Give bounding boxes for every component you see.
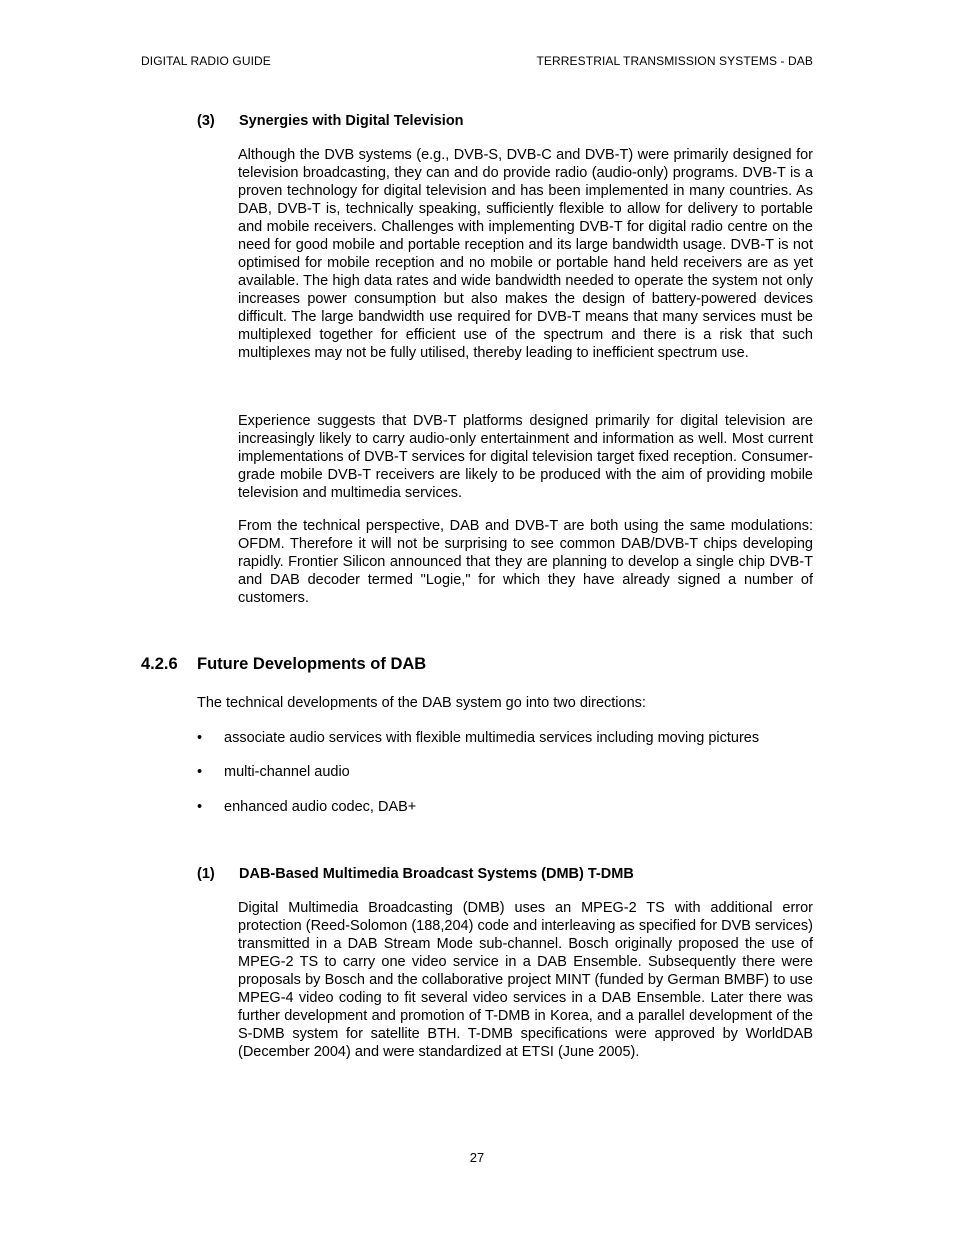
- subsection-heading-dmb: [197, 866, 634, 882]
- section-number: 4.2.6: [141, 655, 178, 673]
- paragraph-experience: Experience suggests that DVB-T platforms designed primarily for digital television are increasingly likely to carry audio-only entertainment and information as well. Most current implementations of DVB-T services for digital television target fixed reception. Consumer-grade mobile DVB-T receivers are likely to be produced with the aim of providing mobile television and multimedia services.: [238, 413, 813, 501]
- bullet-glyph: •: [197, 764, 203, 780]
- list-item: [197, 764, 350, 780]
- running-header-right: TERRESTRIAL TRANSMISSION SYSTEMS - DAB: [536, 54, 813, 68]
- page-number: 27: [469, 1150, 485, 1165]
- bullet-glyph: •: [197, 730, 203, 746]
- section-heading-future-developments: [141, 655, 426, 674]
- paragraph-technical-perspective: From the technical perspective, DAB and DVB-T are both using the same modulations: OFDM. Therefore it will not be surprising to see common DAB/DVB-T chips developing rapidly. Frontier Silicon announced that they are planning to develop a single chip DVB-T and DAB decoder termed "Logie," for which they have already signed a number of customers.: [238, 518, 813, 606]
- section-title: Future Developments of DAB: [197, 655, 427, 673]
- running-header-left: DIGITAL RADIO GUIDE: [141, 54, 271, 68]
- subsection-heading-synergies: [197, 113, 464, 129]
- subsection-title: DAB-Based Multimedia Broadcast Systems (DMB) T-DMB: [239, 866, 634, 882]
- subsection-number: (1): [197, 866, 215, 882]
- paragraph-dvb-systems: Although the DVB systems (e.g., DVB-S, DVB-C and DVB-T) were primarily designed for television broadcasting, they can and do provide radio (audio-only) programs. DVB-T is a proven technology for digital television and has been implemented in many countries. As DAB, DVB-T is, technically speaking, sufficiently flexible to allow for delivery to portable and mobile receivers. Challenges with implementing DVB-T for digital radio centre on the need for good mobile and portable reception and its large bandwidth usage. DVB-T is not optimised for mobile reception and no mobile or portable hand held receivers are as yet available. The high data rates and wide bandwidth needed to operate the system not only increases power consumption but also makes the design of battery-powered devices difficult. The large bandwidth use required for DVB-T means that many services must be multiplexed together for efficient use of the spectrum and there is a risk that such multiplexes may not be fully utilised, thereby leading to inefficient spectrum use.: [238, 147, 813, 361]
- subsection-number: (3): [197, 113, 215, 129]
- list-item-text: multi-channel audio: [224, 764, 350, 780]
- list-item-text: associate audio services with flexible multimedia services including moving pictures: [224, 730, 760, 746]
- list-item-text: enhanced audio codec, DAB+: [224, 799, 417, 815]
- subsection-title: Synergies with Digital Television: [239, 113, 464, 129]
- bullet-glyph: •: [197, 799, 203, 815]
- list-item: [197, 730, 759, 746]
- paragraph-dmb: Digital Multimedia Broadcasting (DMB) uses an MPEG-2 TS with additional error protection (Reed-Solomon (188,204) code and interleaving as specified for DVB services) transmitted in a DAB Stream Mode sub-channel. Bosch originally proposed the use of MPEG-2 TS to carry one video service in a DAB Ensemble. Subsequently there were proposals by Bosch and the collaborative project MINT (funded by German BMBF) to use MPEG-4 video coding to fit several video services in a DAB Ensemble. Later there was further development and promotion of T-DMB in Korea, and a parallel development of the S-DMB system for satellite BTH. T-DMB specifications were approved by WorldDAB (December 2004) and were standardized at ETSI (June 2005).: [238, 900, 813, 1060]
- list-item: [197, 799, 416, 815]
- section-intro: The technical developments of the DAB system go into two directions:: [197, 695, 646, 711]
